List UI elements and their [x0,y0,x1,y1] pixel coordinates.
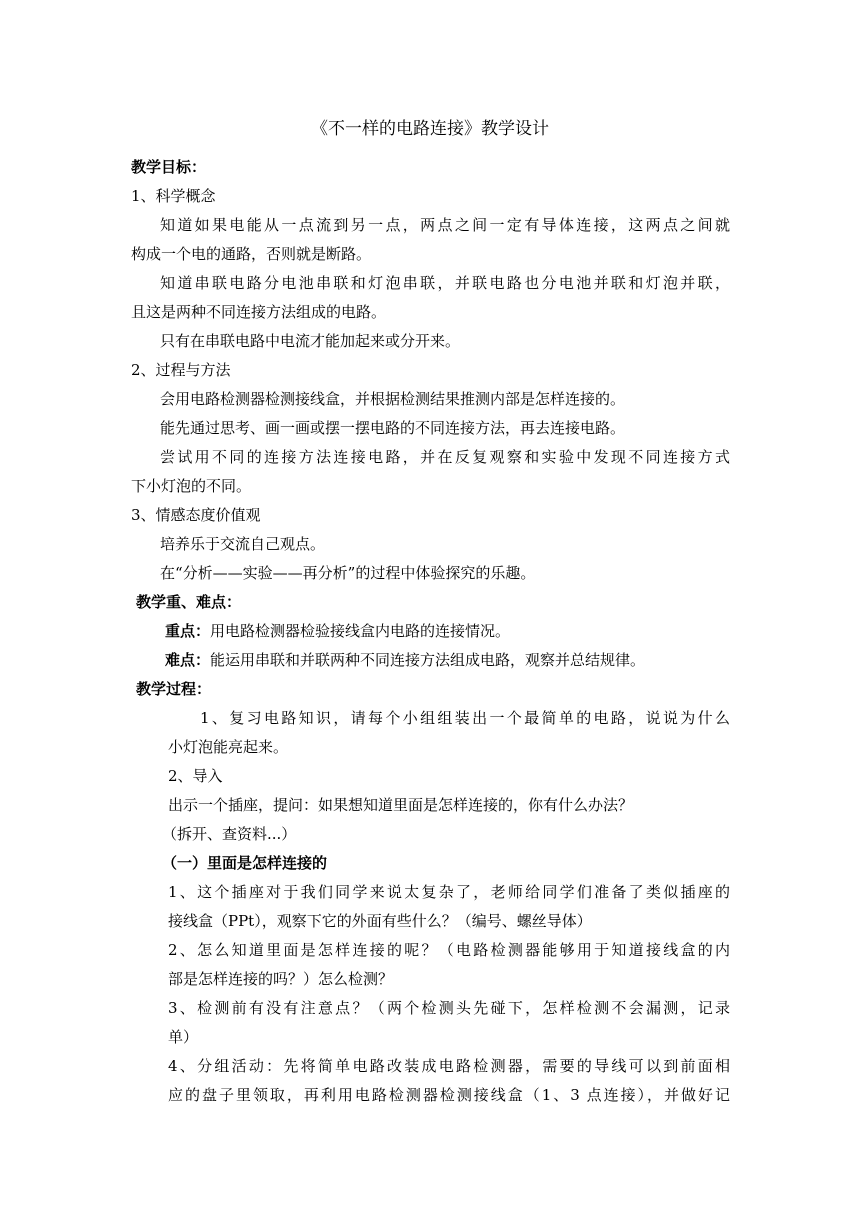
paragraph-line: 且这是两种不同连接方法组成的电路。 [131,303,387,321]
key-point-text: 用电路检测器检验接线盒内电路的连接情况。 [210,622,511,640]
subheading-process-methods: 2、过程与方法 [131,361,231,379]
section-heading-key-points: 教学重、难点： [136,593,242,611]
paragraph-line: 小灯泡能亮起来。 [168,738,289,756]
section-heading-process: 教学过程： [136,680,212,698]
paragraph-line: 接线盒（PPt），观察下它的外面有些什么？（编号、螺丝导体） [168,912,592,930]
paragraph-line: 应的盘子里领取，再利用电路检测器检测接线盒（1、3 点连接），并做好记 [168,1086,730,1104]
subheading-science-concepts: 1、科学概念 [131,187,216,205]
paragraph-line: 2、导入 [168,767,223,785]
paragraph-line: 出示一个插座，提问：如果想知道里面是怎样连接的，你有什么办法？ [168,796,634,814]
paragraph-line: 1、复习电路知识，请每个小组组装出一个最简单的电路，说说为什么 [200,709,730,727]
paragraph-line: 下小灯泡的不同。 [131,477,252,495]
paragraph-line: 只有在串联电路中电流才能加起来或分开来。 [160,332,461,350]
paragraph-line: 尝试用不同的连接方法连接电路，并在反复观察和实验中发现不同连接方式 [160,448,730,466]
difficulty-line [165,648,645,672]
paragraph-line: 能先通过思考、画一画或摆一摆电路的不同连接方法，再去连接电路。 [160,419,626,437]
difficulty-label: 难点： [165,651,211,669]
paragraph-line: 4、分组活动：先将简单电路改装成电路检测器，需要的导线可以到前面相 [168,1057,730,1075]
document-title: 《不一样的电路连接》教学设计 [311,119,549,139]
paragraph-line: （拆开、查资料...） [162,825,297,843]
key-point-line [165,619,510,643]
paragraph-line: 部是怎样连接的吗？）怎么检测？ [168,970,394,988]
paragraph-line: 2、怎么知道里面是怎样连接的呢？（电路检测器能够用于知道接线盒的内 [168,941,730,959]
paragraph-line: 培养乐于交流自己观点。 [160,535,326,553]
paragraph-line: 在“分析——实验——再分析”的过程中体验探究的乐趣。 [160,564,536,582]
section-heading-objectives: 教学目标： [131,158,207,176]
subsection-heading: （一）里面是怎样连接的 [162,854,328,872]
paragraph-line: 知道串联电路分电池串联和灯泡串联，并联电路也分电池并联和灯泡并联， [160,274,730,292]
paragraph-line: 构成一个电的通路，否则就是断路。 [131,245,372,263]
difficulty-text: 能运用串联和并联两种不同连接方法组成电路，观察并总结规律。 [210,651,646,669]
paragraph-line: 1、这个插座对于我们同学来说太复杂了，老师给同学们准备了类似插座的 [168,883,730,901]
paragraph-line: 单） [168,1028,199,1046]
paragraph-line: 3、检测前有没有注意点？（两个检测头先碰下，怎样检测不会漏测，记录 [168,999,730,1017]
paragraph-line: 知道如果电能从一点流到另一点，两点之间一定有导体连接，这两点之间就 [160,216,730,234]
paragraph-line: 会用电路检测器检测接线盒，并根据检测结果推测内部是怎样连接的。 [160,390,626,408]
subheading-attitudes-values: 3、情感态度价值观 [131,506,261,524]
key-point-label: 重点： [165,622,211,640]
